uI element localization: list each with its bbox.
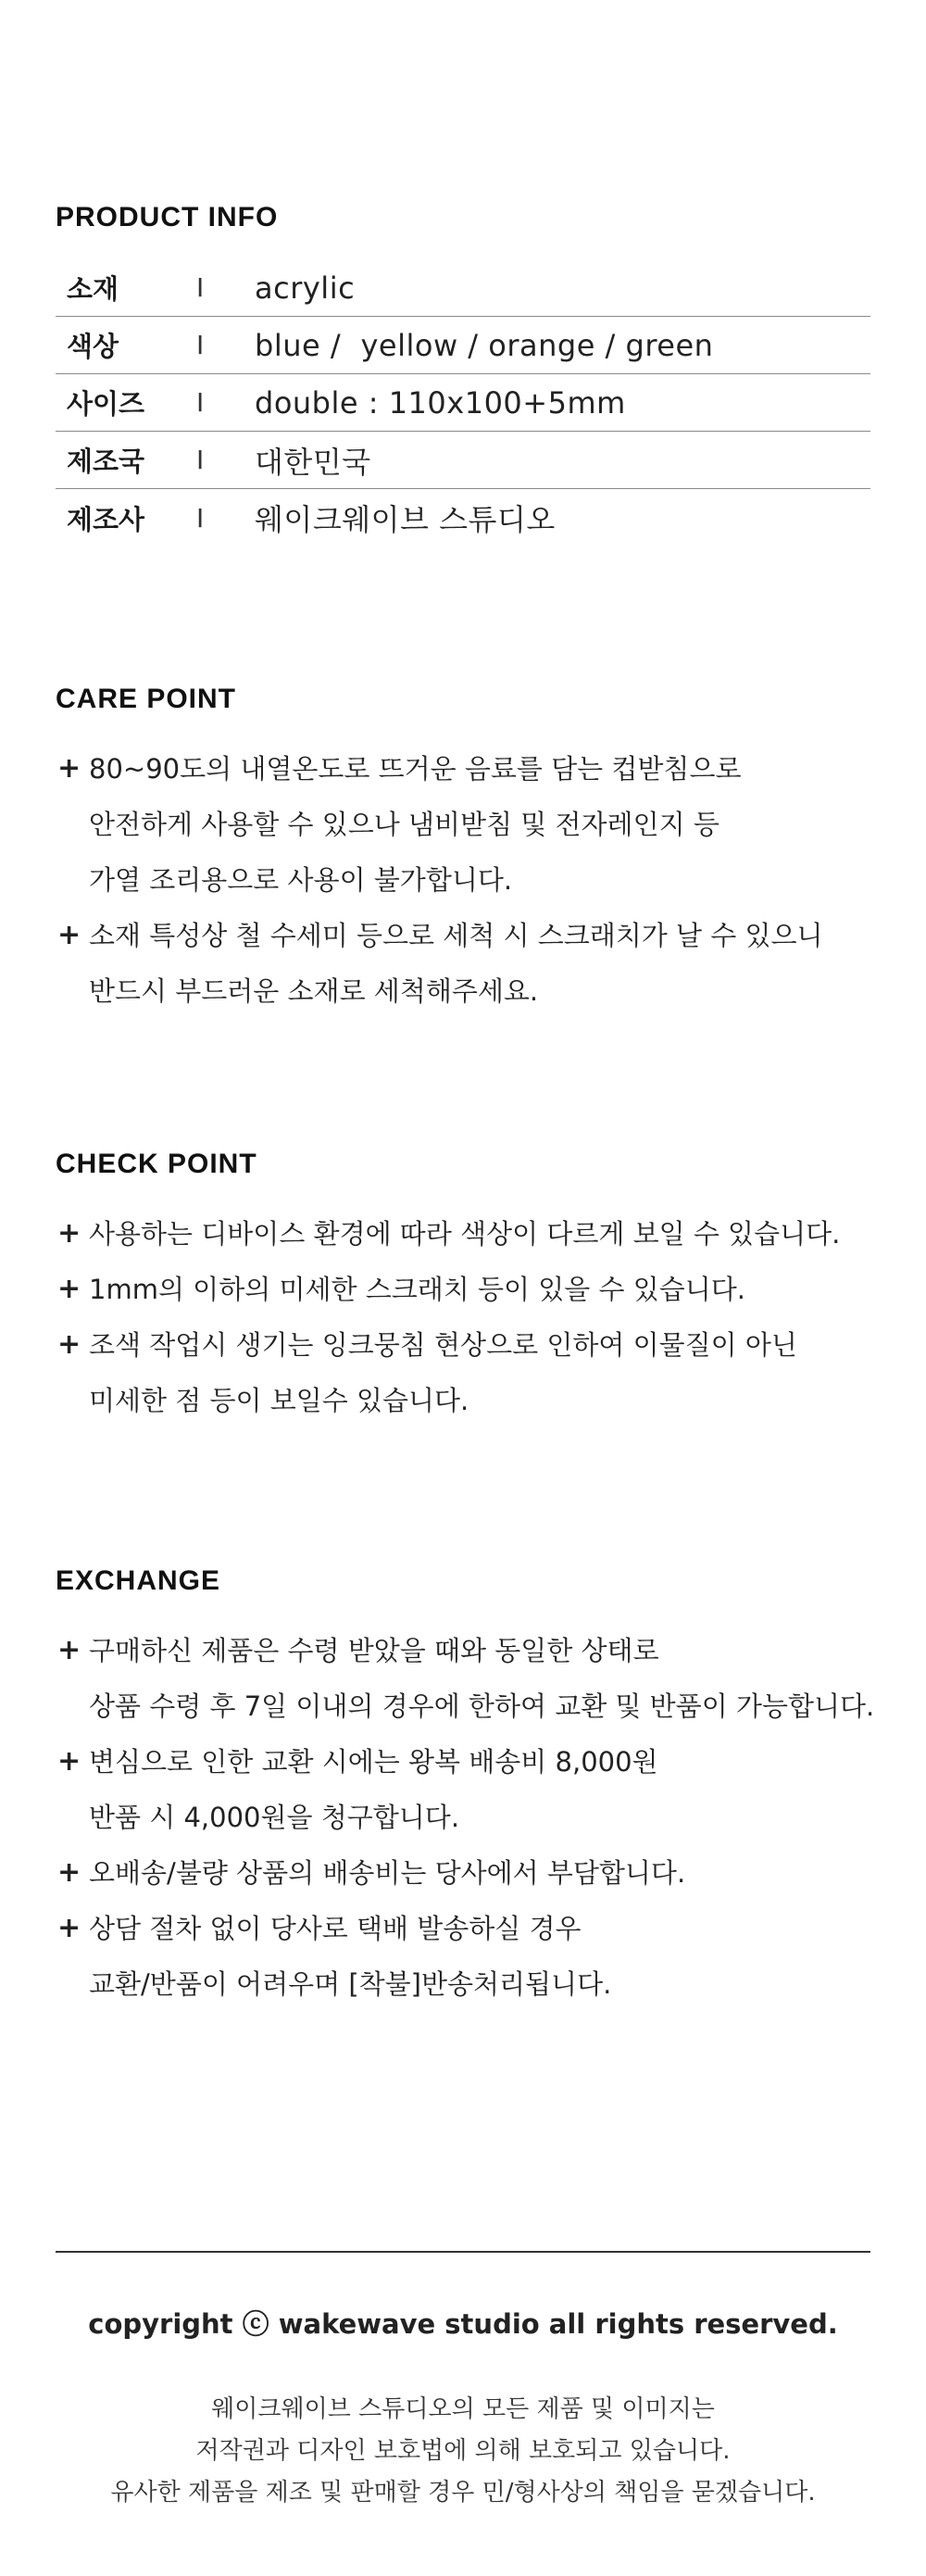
care-point-list (56, 741, 889, 1019)
list-item-line: 80~90도의 내열온도로 뜨거운 음료를 담는 컵받침으로 (89, 753, 742, 785)
info-separator: I (196, 387, 205, 418)
info-key: 사이즈 (67, 388, 145, 420)
info-separator: I (196, 502, 205, 534)
info-key: 제조국 (67, 446, 145, 477)
footer-divider (56, 2251, 870, 2253)
copyright-notice-line: 저작권과 디자인 보호법에 의해 보호되고 있습니다. (195, 2437, 731, 2465)
copyright-notice-line: 유사한 제품을 제조 및 판매할 경우 민/형사상의 책임을 묻겠습니다. (110, 2479, 816, 2507)
list-item-line: 교환/반품이 어려우며 [착불]반송처리됩니다. (89, 1968, 612, 2000)
plus-icon: + (57, 752, 81, 785)
list-item-line: 반품 시 4,000원을 청구합니다. (89, 1802, 460, 1833)
list-item-line: 구매하신 제품은 수령 받았을 때와 동일한 상태로 (89, 1635, 659, 1666)
copyright-text: copyright ⓒ wakewave studio all rights reserved. (88, 2308, 838, 2340)
product-info-table (56, 259, 870, 547)
info-value: 대한민국 (255, 444, 371, 480)
list-item-line: 상품 수령 후 7일 이내의 경우에 한하여 교환 및 반품이 가능합니다. (89, 1690, 875, 1722)
info-row-manufacturer (56, 489, 870, 547)
info-value: acrylic (255, 270, 356, 306)
copyright-notice-line: 웨이크웨이브 스튜디오의 모든 제품 및 이미지는 (211, 2395, 715, 2423)
exchange-title: EXCHANGE (56, 1565, 221, 1596)
info-value: double : 110x100+5mm (255, 384, 626, 421)
info-separator: I (196, 330, 205, 360)
plus-icon: + (57, 1856, 81, 1889)
list-item-line: 조색 작업시 생기는 잉크뭉침 현상으로 인하여 이물질이 아닌 (89, 1329, 797, 1361)
list-item (56, 1901, 889, 2012)
plus-icon: + (57, 919, 81, 951)
info-key: 소재 (67, 273, 119, 305)
list-item-line: 상담 절차 없이 당사로 택배 발송하실 경우 (89, 1913, 582, 1944)
list-item (56, 908, 889, 1019)
list-item-line: 미세한 점 등이 보일수 있습니다. (89, 1385, 469, 1416)
list-item (56, 1734, 889, 1845)
list-item-line: 반드시 부드러운 소재로 세척해주세요. (89, 975, 539, 1007)
list-item-line: 안전하게 사용할 수 있으나 냄비받침 및 전자레인지 등 (89, 809, 720, 840)
care-point-title: CARE POINT (56, 684, 237, 714)
list-item-line: 오배송/불량 상품의 배송비는 당사에서 부담합니다. (89, 1857, 686, 1889)
list-item (56, 1317, 889, 1428)
plus-icon: + (57, 1217, 81, 1250)
list-item-line: 사용하는 디바이스 환경에 따라 색상이 다르게 보일 수 있습니다. (89, 1218, 841, 1250)
info-row-size (56, 374, 870, 432)
info-separator: I (196, 272, 205, 303)
plus-icon: + (57, 1273, 81, 1305)
info-row-material (56, 259, 870, 317)
plus-icon: + (57, 1912, 81, 1944)
check-point-list (56, 1206, 889, 1428)
info-value: 웨이크웨이브 스튜디오 (255, 502, 556, 537)
info-key: 색상 (67, 331, 119, 362)
info-row-color (56, 317, 870, 374)
list-item (56, 1262, 889, 1317)
list-item (56, 1206, 889, 1262)
list-item-line: 1mm의 이하의 미세한 스크래치 등이 있을 수 있습니다. (89, 1274, 745, 1305)
list-item (56, 1845, 889, 1901)
list-item-line: 소재 특성상 철 수세미 등으로 세척 시 스크래치가 날 수 있으니 (89, 920, 823, 951)
info-key: 제조사 (67, 503, 145, 535)
info-row-country (56, 432, 870, 489)
info-separator: I (196, 445, 205, 475)
product-info-title: PRODUCT INFO (56, 202, 279, 232)
check-point-title: CHECK POINT (56, 1149, 257, 1179)
list-item-line: 변심으로 인한 교환 시에는 왕복 배송비 8,000원 (89, 1746, 658, 1778)
plus-icon: + (57, 1745, 81, 1778)
info-value: blue / yellow / orange / green (255, 327, 714, 363)
list-item-line: 가열 조리용으로 사용이 불가합니다. (89, 864, 513, 896)
plus-icon: + (57, 1328, 81, 1361)
list-item (56, 1623, 889, 1734)
plus-icon: + (57, 1634, 81, 1666)
list-item (56, 741, 889, 908)
exchange-list (56, 1623, 889, 2012)
